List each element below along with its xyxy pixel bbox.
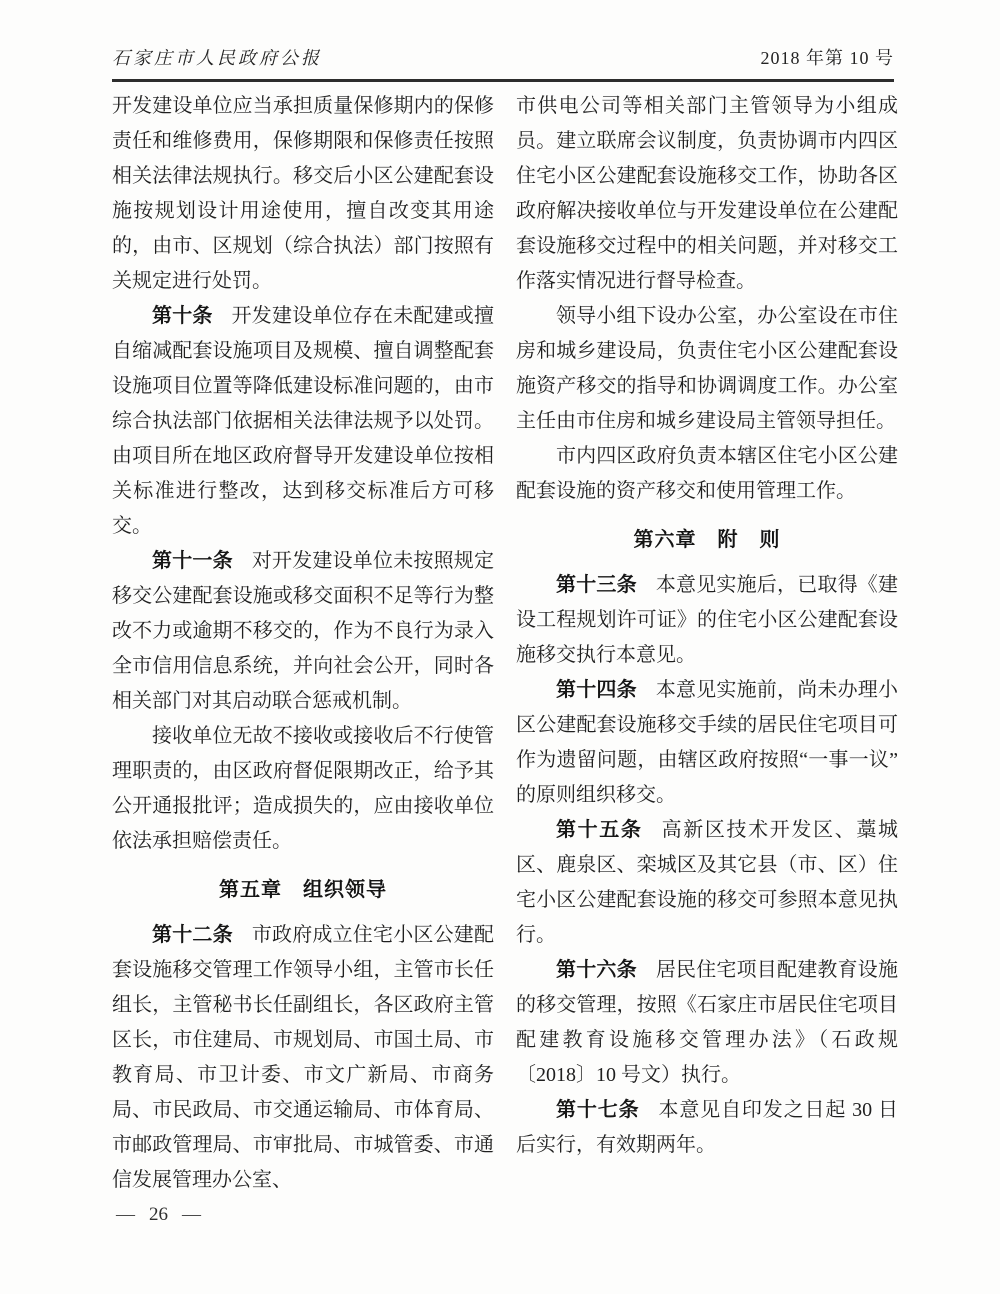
paragraph: 第十七条 本意见自印发之日起 30 日后实行，有效期两年。 [516,1099,899,1156]
paragraph: 接收单位无故不接收或接收后不行使管理职责的，由区政府督促限期改正，给予其公开通报批评；造成损失的，应由接收单位依法承担赔偿责任。 [112,725,494,852]
issue-number: 2018 年第 10 号 [760,48,894,68]
paragraph: 第十四条 本意见实施前，尚未办理小区公建配套设施移交手续的居民住宅项目可作为遗留问题，由辖区政府按照“一事一议”的原则组织移交。 [516,679,899,806]
chapter-heading: 第六章 附 则 [633,529,781,551]
page-number: 26 [149,1204,168,1225]
paragraph: 第十一条 对开发建设单位未按照规定移交公建配套设施或移交面积不足等行为整改不力或逾期不移交的，作为不良行为录入全市信用信息系统，并向社会公开，同时各相关部门对其启动联合惩戒机制。 [112,550,495,712]
footer-dash-right: — [182,1204,201,1225]
paragraph: 第十条 开发建设单位存在未配建或擅自缩减配套设施项目及规模、擅自调整配套设施项目位置等降低建设标准问题的，由市综合执法部门依据相关法律法规予以处罚。由项目所在地区政府督导开发建设单位按相关标准进行整改，达到移交标准后方可移交。 [112,305,495,537]
paragraph: 开发建设单位应当承担质量保修期内的保修责任和维修费用，保修期限和保修责任按照相关法律法规执行。移交后小区公建配套设施按规划设计用途使用，擅自改变其用途的，由市、区规划（综合执法）部门按照有关规定进行处罚。 [112,95,494,292]
article-number: 第十二条 [152,924,233,946]
article-number: 第十条 [152,305,213,327]
article-number: 第十一条 [152,550,233,572]
chapter-heading: 第五章 组织领导 [219,879,387,901]
page-footer [116,1204,894,1226]
paragraph: 第十六条 居民住宅项目配建教育设施的移交管理，按照《石家庄市居民住宅项目配建教育设施移交管理办法》（石政规〔2018〕10 号文）执行。 [516,959,899,1086]
article-number: 第十七条 [556,1099,640,1121]
paragraph: 第十二条 市政府成立住宅小区公建配套设施移交管理工作领导小组，主管市长任组长，主管秘书长任副组长，各区政府主管区长，市住建局、市规划局、市国土局、市教育局、市卫计委、市文广新局、市商务局、市民政局、市交通运输局、市体育局、市邮政管理局、市审批局、市城管委、市通信发展管理办公室、 [112,924,495,1191]
left-column [112,89,494,1198]
page-header [112,44,894,82]
paragraph: 领导小组下设办公室，办公室设在市住房和城乡建设局，负责住宅小区公建配套设施资产移交的指导和协调调度工作。办公室主任由市住房和城乡建设局主管领导担任。 [516,305,898,432]
publication-title: 石家庄市人民政府公报 [112,48,322,68]
footer-dash-left: — [116,1204,135,1225]
right-column [516,89,898,1198]
paragraph: 第十三条 本意见实施后，已取得《建设工程规划许可证》的住宅小区公建配套设施移交执行本意见。 [516,574,899,666]
paragraph: 市内四区政府负责本辖区住宅小区公建配套设施的资产移交和使用管理工作。 [516,445,898,502]
article-number: 第十六条 [556,959,637,981]
article-number: 第十四条 [556,679,637,701]
paragraph: 第十五条 高新区技术开发区、藁城区、鹿泉区、栾城区及其它县（市、区）住宅小区公建配套设施的移交可参照本意见执行。 [516,819,899,946]
article-number: 第十三条 [556,574,637,596]
content-columns [112,89,899,1198]
article-number: 第十五条 [556,819,643,841]
paragraph: 市供电公司等相关部门主管领导为小组成员。建立联席会议制度，负责协调市内四区住宅小区公建配套设施移交工作，协助各区政府解决接收单位与开发建设单位在公建配套设施移交过程中的相关问题，并对移交工作落实情况进行督导检查。 [516,95,898,292]
